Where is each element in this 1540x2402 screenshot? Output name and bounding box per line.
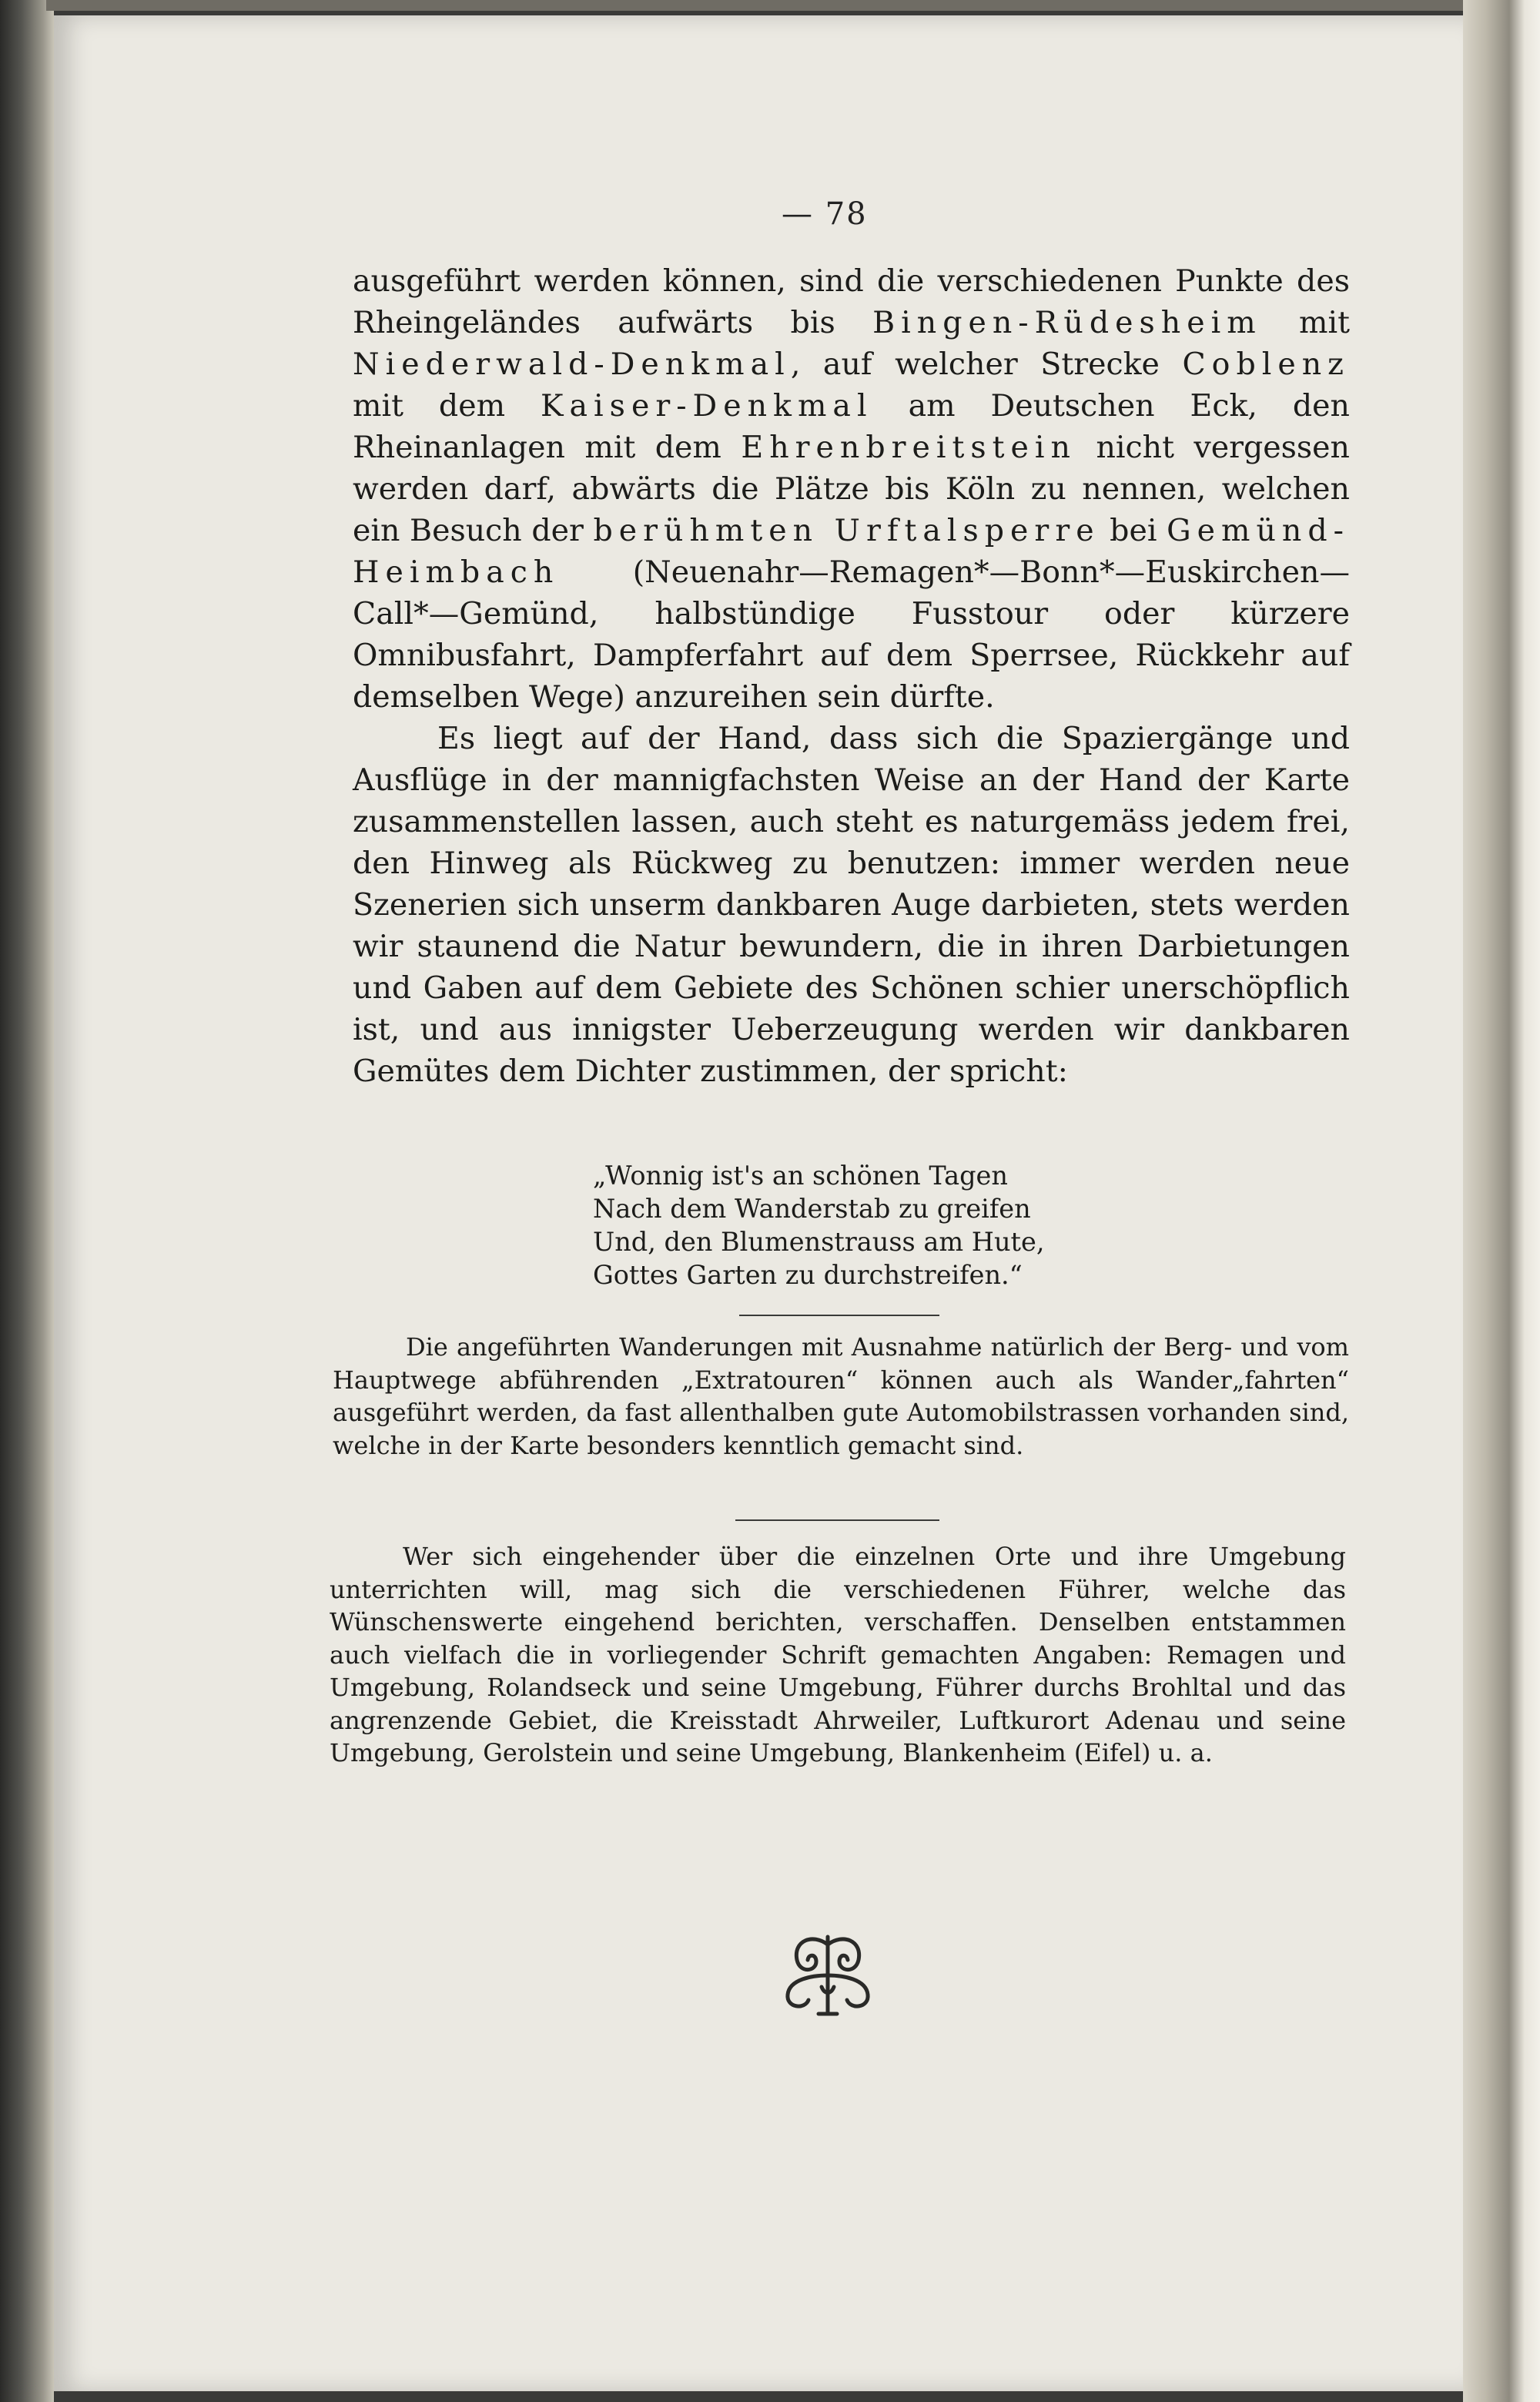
divider-rule bbox=[739, 1315, 939, 1316]
book-fore-edge bbox=[1463, 0, 1540, 2402]
text-run: nicht vergessen werden darf, abwärts die Plätze bis Köln zu nennen, welchen ein Besuch der bbox=[353, 430, 1350, 548]
text-run: mit dem bbox=[353, 388, 541, 424]
text-run: , auf welcher Strecke bbox=[790, 347, 1183, 382]
poem-line: Nach dem Wanderstab zu greifen bbox=[593, 1194, 1031, 1224]
spaced-placename: Bingen-Rüdesheim bbox=[872, 305, 1262, 340]
note-text: Die angeführten Wanderungen mit Ausnahme natürlich der Berg- und vom Hauptwege abführenden „Extratouren“ können auch als Wander„fahrten“ ausgeführt werden, da fast allenthalben gute Automobilstrassen vorhanden sind, welche in der Karte besonders kenntlich gemacht sind. bbox=[333, 1332, 1349, 1460]
spaced-placename: Coblenz bbox=[1182, 347, 1350, 382]
page-top-edge bbox=[46, 0, 1509, 11]
footnote-guides bbox=[330, 1540, 1346, 1770]
book-spine-edge bbox=[0, 0, 54, 2402]
ornament-fleuron-icon bbox=[774, 1929, 882, 2022]
poem-line: „Wonnig ist's an schönen Tagen bbox=[593, 1161, 1008, 1191]
poem-line: Und, den Blumenstrauss am Hute, bbox=[593, 1227, 1045, 1257]
spaced-placename: Ehrenbreitstein bbox=[741, 430, 1076, 465]
spaced-placename: berühmten Urftalsperre bbox=[593, 513, 1100, 548]
paragraph-2: Es liegt auf der Hand, dass sich die Spaziergänge und Ausflüge in der mannigfachsten Weise an der Hand der Karte zusammenstellen lassen, auch steht es naturgemäss jedem frei, den Hinweg als Rückweg zu benutzen: immer werden neue Szenerien sich unserm dankbaren Auge darbieten, stets werden wir staunend die Natur bewundern, die in ihren Darbietungen und Gaben auf dem Gebiete des Schönen schier unerschöpflich ist, und aus innigster Ueberzeugung werden wir dankbaren Gemütes dem Dichter zustimmen, der spricht: bbox=[353, 721, 1350, 1089]
spaced-placename: Niederwald-Denkmal bbox=[353, 347, 791, 382]
footnote-automobile bbox=[333, 1331, 1349, 1462]
spaced-placename: Gemünd-Heimbach bbox=[353, 513, 1350, 590]
text-run: bei bbox=[1100, 513, 1167, 548]
poem-quote bbox=[593, 1159, 1132, 1291]
spaced-placename: Kaiser-Denkmal bbox=[540, 388, 873, 424]
text-run: (Neuenahr—Remagen*—Bonn*—Euskirchen—Call*—Gemünd, halbstündige Fusstour oder kürzere Omnibusfahrt, Dampferfahrt auf dem Sperrsee, Rückkehr auf demselben Wege) anzureihen sein dürfte. bbox=[353, 554, 1350, 715]
text-run: mit bbox=[1261, 305, 1350, 340]
poem-line: Gottes Garten zu durchstreifen.“ bbox=[593, 1260, 1023, 1290]
note-text: Wer sich eingehender über die einzelnen Orte und ihre Umgebung unterrichten will, mag sich die verschiedenen Führer, welche das Wünschenswerte eingehend berichten, verschaffen. Denselben entstammen auch vielfach die in vorliegender Schrift gemachten Angaben: Remagen und Umgebung, Rolandseck und seine Umgebung, Führer durchs Brohltal und das angrenzende Gebiet, die Kreisstadt Ahrweiler, Luftkurort Adenau und seine Umgebung, Gerolstein und seine Umgebung, Blankenheim (Eifel) u. a. bbox=[330, 1542, 1346, 1767]
text-run: am Deutschen Eck, den Rheinanlagen mit dem bbox=[353, 388, 1350, 465]
main-text bbox=[353, 260, 1350, 1092]
page-number: — 78 bbox=[782, 196, 868, 232]
divider-rule bbox=[735, 1519, 939, 1521]
paragraph-1 bbox=[353, 260, 1350, 718]
text-run: ausgeführt werden können, sind die verschiedenen Punkte des Rheingeländes aufwärts bis bbox=[353, 263, 1350, 340]
